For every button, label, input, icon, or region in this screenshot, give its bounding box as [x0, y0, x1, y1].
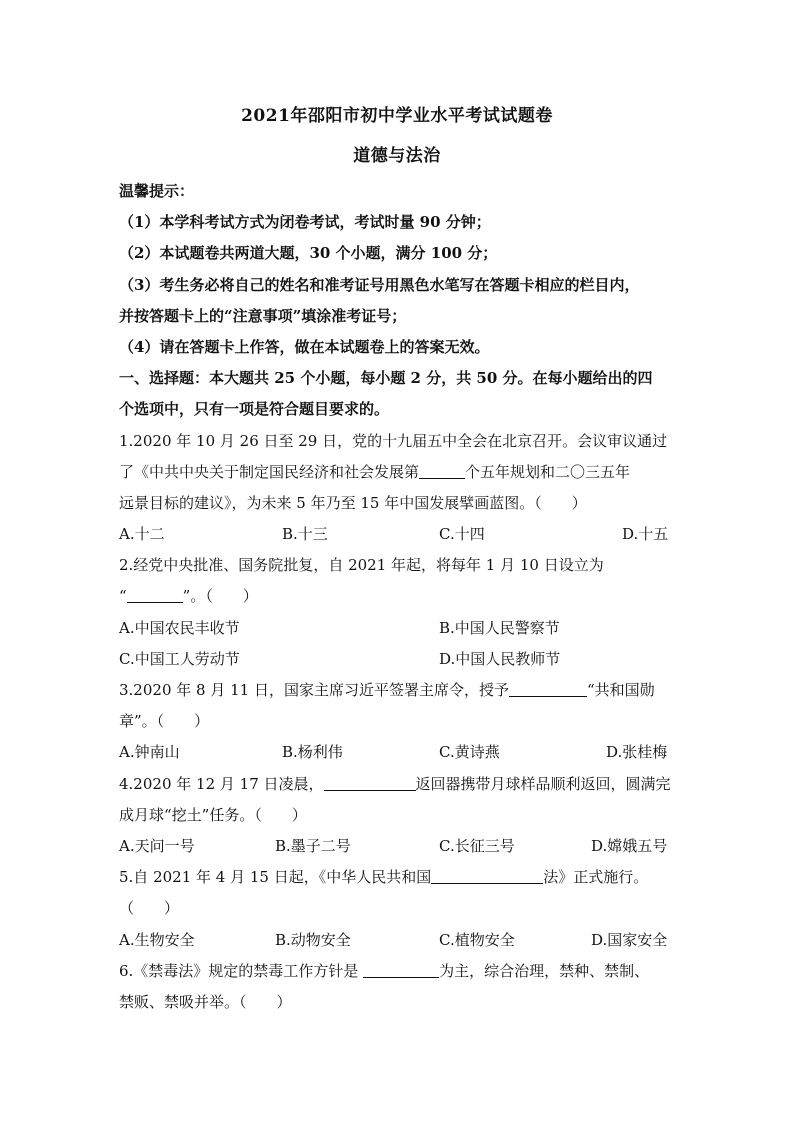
question-3-text: 3.2020 年 8 月 11 日，国家主席习近平签署主席令，授予 — [119, 681, 509, 699]
answer-blank — [509, 678, 587, 697]
answer-blank — [324, 772, 416, 791]
question-3-line-2: 章”。（ ） — [119, 712, 210, 731]
option-b: B.杨利伟 — [282, 743, 343, 762]
question-4-options — [119, 831, 675, 862]
option-a: A.钟南山 — [119, 743, 180, 762]
question-5-line-2: （ ） — [119, 899, 180, 918]
question-5-line-1 — [119, 862, 675, 893]
option-d: D.十五 — [622, 525, 669, 544]
question-4-text: 4.2020 年 12 月 17 日凌晨， — [119, 774, 324, 793]
exam-page — [119, 96, 675, 1018]
answer-blank — [431, 865, 543, 884]
option-c: C.中国工人劳动节 — [119, 649, 240, 668]
option-b: B.十三 — [282, 525, 328, 544]
tip-item: （1）本学科考试方式为闭卷考试，考试时量 90 分钟； — [119, 213, 491, 232]
question-2-options-row-1 — [119, 613, 675, 644]
exam-title: 2021年邵阳市初中学业水平考试试题卷 — [241, 106, 553, 126]
question-4-line-2: 成月球“挖土”任务。（ ） — [119, 805, 307, 824]
option-a: A.生物安全 — [119, 930, 195, 949]
option-c: C.黄诗燕 — [439, 743, 500, 762]
tips-heading: 温馨提示： — [119, 182, 195, 200]
option-d: D.中国人民教师节 — [439, 649, 561, 668]
section-heading: 一、选择题：本大题共 25 个小题，每小题 2 分，共 50 分。在每小题给出的四 — [119, 369, 653, 388]
option-b: B.中国人民警察节 — [439, 618, 560, 637]
question-3-line-1 — [119, 675, 675, 706]
question-5-options — [119, 925, 675, 956]
answer-blank — [419, 460, 465, 479]
question-3-options — [119, 737, 675, 768]
question-4-line-1 — [119, 769, 675, 800]
question-1-line-2 — [119, 457, 675, 488]
question-1-options — [119, 519, 675, 550]
question-5-text: 5.自 2021 年 4 月 15 日起，《中华人民共和国 — [119, 868, 432, 887]
option-c: C.十四 — [439, 525, 485, 544]
question-1-line-1: 1.2020 年 10 月 26 日至 29 日，党的十九届五中全会在北京召开。会议审议通过 — [119, 431, 668, 450]
section-heading-cont: 个选项中，只有一项是符合题目要求的。 — [119, 400, 390, 419]
question-1-text: 了《中共中央关于制定国民经济和社会发展第 — [119, 462, 420, 481]
question-4-text-cont: 返回器携带月球样品顺利返回，圆满完 — [415, 774, 671, 793]
option-c: C.植物安全 — [439, 930, 515, 949]
tip-item: （3）考生务必将自己的姓名和准考证号用黑色水笔写在答题卡相应的栏目内， — [119, 275, 640, 294]
answer-blank — [363, 959, 439, 978]
question-2-text: “ — [119, 587, 127, 606]
question-6-line-1 — [119, 956, 675, 987]
option-d: D.张桂梅 — [606, 743, 668, 762]
question-1-text-cont: 个五年规划和二〇三五年 — [465, 462, 631, 481]
option-a: A.中国农民丰收节 — [119, 618, 240, 637]
option-a: A.天问一号 — [119, 836, 195, 855]
question-5-text-cont: 法》正式施行。 — [543, 868, 649, 887]
option-b: B.动物安全 — [275, 930, 351, 949]
question-6-line-2: 禁贩、禁吸并举。（ ） — [119, 992, 292, 1011]
question-1-line-3: 远景目标的建议》，为未来 5 年乃至 15 年中国发展擘画蓝图。（ ） — [119, 493, 587, 512]
option-d: D.嫦娥五号 — [591, 836, 668, 855]
option-a: A.十二 — [119, 525, 165, 544]
question-2-line-1: 2.经党中央批准、国务院批复，自 2021 年起，将每年 1 月 10 日设立为 — [119, 556, 604, 575]
option-b: B.墨子二号 — [275, 836, 351, 855]
option-c: C.长征三号 — [439, 836, 515, 855]
option-d: D.国家安全 — [591, 930, 668, 949]
exam-subject: 道德与法治 — [353, 146, 441, 166]
question-6-text: 6.《禁毒法》规定的禁毒工作方针是 — [119, 961, 364, 980]
tip-item: （2）本试题卷共两道大题，30 个小题，满分 100 分； — [119, 244, 498, 263]
question-6-text-cont: 为主，综合治理，禁种、禁制、 — [439, 961, 650, 980]
question-3-text-cont: “共和国勋 — [586, 681, 655, 699]
question-2-options-row-2 — [119, 644, 675, 675]
question-2-text-cont: ”。（ ） — [182, 587, 258, 606]
question-2-line-2 — [119, 581, 675, 612]
tip-item: 并按答题卡上的“注意事项”填涂准考证号； — [119, 306, 407, 325]
tip-item: （4）请在答题卡上作答，做在本试题卷上的答案无效。 — [119, 337, 490, 356]
answer-blank — [127, 584, 183, 603]
